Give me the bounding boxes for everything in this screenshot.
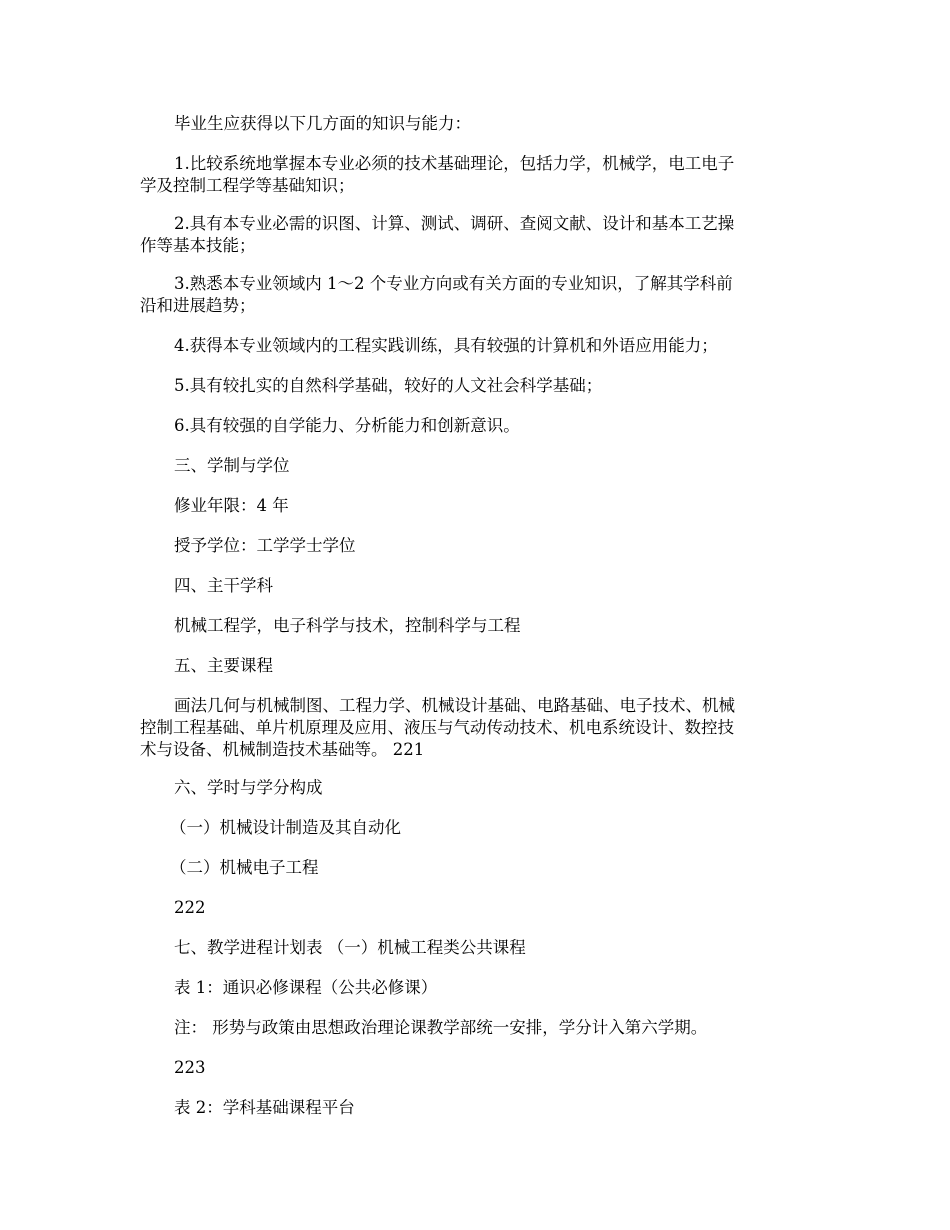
courses-line-3: 术与设备、机械制造技术基础等。 221 bbox=[140, 740, 425, 759]
ability-item-1 bbox=[140, 153, 812, 197]
courses-line-2: 控制工程基础、单片机原理及应用、液压与气动传动技术、机电系统设计、数控技 bbox=[140, 718, 734, 737]
ability-1-line-2: 学及控制工程学等基础知识； bbox=[140, 176, 355, 195]
ability-item-6: 6.具有较强的自学能力、分析能力和创新意识。 bbox=[174, 416, 520, 435]
intro-text: 毕业生应获得以下几方面的知识与能力： bbox=[174, 114, 471, 133]
main-disciplines: 机械工程学，电子科学与技术，控制科学与工程 bbox=[174, 616, 521, 635]
subsection-2: （二）机械电子工程 bbox=[170, 858, 319, 877]
section-7-heading: 七、教学进程计划表 （一）机械工程类公共课程 bbox=[174, 938, 526, 957]
degree-awarded: 授予学位：工学学士学位 bbox=[174, 536, 356, 555]
ability-2-line-1: 2.具有本专业必需的识图、计算、测试、调研、查阅文献、设计和基本工艺操 bbox=[174, 214, 735, 233]
ability-3-line-1: 3.熟悉本专业领域内 1～2 个专业方向或有关方面的专业知识，了解其学科前 bbox=[174, 274, 733, 293]
study-years: 修业年限：4 年 bbox=[174, 496, 289, 515]
ability-item-2 bbox=[140, 213, 812, 257]
main-courses bbox=[140, 695, 812, 761]
ability-item-3 bbox=[140, 273, 812, 317]
page-number-222: 222 bbox=[174, 898, 206, 917]
ability-item-4: 4.获得本专业领域内的工程实践训练，具有较强的计算机和外语应用能力； bbox=[174, 336, 718, 355]
section-3-heading: 三、学制与学位 bbox=[174, 456, 290, 475]
table-1-title: 表 1：通识必修课程（公共必修课） bbox=[174, 978, 438, 997]
ability-item-5: 5.具有较扎实的自然科学基础，较好的人文社会科学基础； bbox=[174, 376, 603, 395]
section-6-heading: 六、学时与学分构成 bbox=[174, 778, 323, 797]
ability-3-line-2: 沿和进展趋势； bbox=[140, 296, 256, 315]
ability-1-line-1: 1.比较系统地掌握本专业必须的技术基础理论，包括力学，机械学，电工电子 bbox=[174, 154, 735, 173]
ability-2-line-2: 作等基本技能； bbox=[140, 236, 256, 255]
subsection-1: （一）机械设计制造及其自动化 bbox=[170, 818, 401, 837]
section-4-heading: 四、主干学科 bbox=[174, 576, 273, 595]
section-5-heading: 五、主要课程 bbox=[174, 656, 273, 675]
table-2-title: 表 2：学科基础课程平台 bbox=[174, 1098, 355, 1117]
page-number-223: 223 bbox=[174, 1058, 206, 1077]
table-1-note: 注： 形势与政策由思想政治理论课教学部统一安排，学分计入第六学期。 bbox=[174, 1018, 708, 1037]
courses-line-1: 画法几何与机械制图、工程力学、机械设计基础、电路基础、电子技术、机械 bbox=[174, 696, 735, 715]
